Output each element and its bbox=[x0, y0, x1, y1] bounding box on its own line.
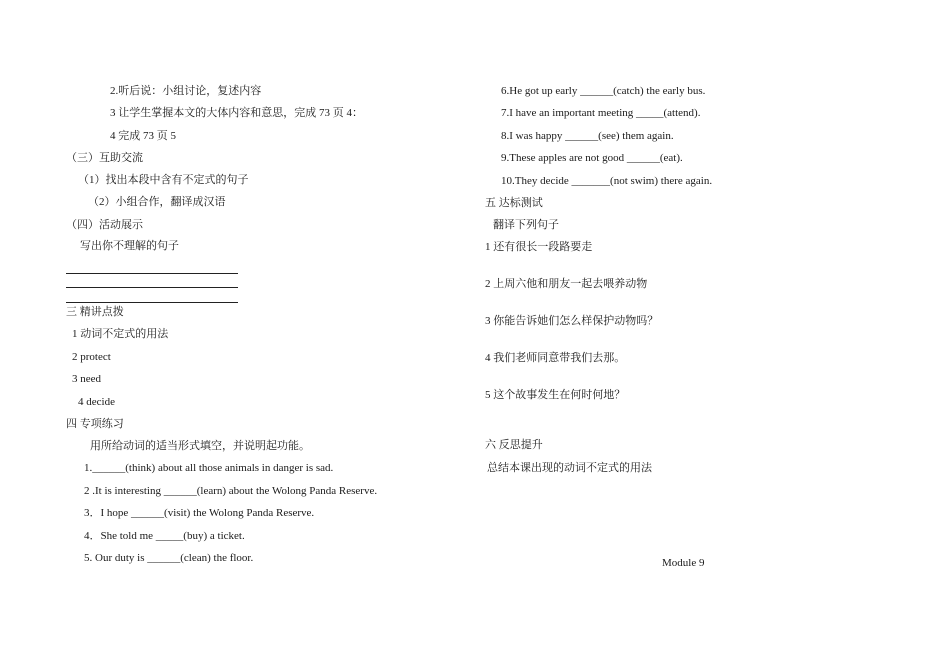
step-complete-page73: 4 完成 73 页 5 bbox=[110, 130, 176, 142]
exercise-item-3: 3．I hope ______(visit) the Wolong Panda Reserve. bbox=[84, 507, 315, 519]
exercise-item-9: 9.These apples are not good ______(eat). bbox=[501, 152, 683, 164]
task-translate: （2）小组合作，翻译成汉语 bbox=[88, 196, 226, 208]
exercise-item-7: 7.I have an important meeting _____(attend). bbox=[501, 107, 701, 119]
exercise-item-8: 8.I was happy ______(see) them again. bbox=[501, 130, 674, 142]
answer-line-3 bbox=[66, 302, 238, 303]
section-3-heading: （三）互助交流 bbox=[66, 152, 143, 164]
point-infinitive-usage: 1 动词不定式的用法 bbox=[72, 328, 169, 340]
exercise-item-10: 10.They decide _______(not swim) there again. bbox=[501, 175, 713, 187]
section-wu-heading: 五 达标测试 bbox=[485, 197, 543, 209]
point-protect: 2 protect bbox=[72, 351, 111, 363]
step-master-content: 3 让学生掌握本文的大体内容和意思，完成 73 页 4： bbox=[110, 107, 363, 119]
exercise-item-5: 5. Our duty is ______(clean) the floor. bbox=[84, 552, 254, 564]
exercise-item-6: 6.He got up early ______(catch) the early bus. bbox=[501, 85, 706, 97]
translate-instructions: 翻译下列句子 bbox=[493, 219, 559, 231]
exercise-item-2: 2 .It is interesting ______(learn) about the Wolong Panda Reserve. bbox=[84, 485, 378, 497]
translate-item-1: 1 还有很长一段路要走 bbox=[485, 241, 593, 253]
reflection-task: 总结本课出现的动词不定式的用法 bbox=[487, 462, 652, 474]
translate-item-2: 2 上周六他和朋友一起去喂养动物 bbox=[485, 278, 648, 290]
task-write-sentences: 写出你不理解的句子 bbox=[80, 240, 179, 252]
answer-line-2 bbox=[66, 287, 238, 288]
exercise-item-4: 4．She told me _____(buy) a ticket. bbox=[84, 530, 245, 542]
page-footer-module: Module 9 bbox=[662, 557, 705, 569]
translate-item-3: 3 你能告诉她们怎么样保护动物吗？ bbox=[485, 315, 659, 327]
translate-item-5: 5 这个故事发生在何时何地？ bbox=[485, 389, 626, 401]
section-liu-heading: 六 反思提升 bbox=[485, 439, 543, 451]
task-find-sentences: （1）找出本段中含有不定式的句子 bbox=[78, 174, 249, 186]
step-listen-speak: 2.听后说：小组讨论，复述内容 bbox=[110, 85, 262, 97]
translate-item-4: 4 我们老师同意带我们去那。 bbox=[485, 352, 626, 364]
point-need: 3 need bbox=[72, 373, 102, 385]
exercise-item-1: 1.______(think) about all those animals in danger is sad. bbox=[84, 462, 334, 474]
section-si-heading: 四 专项练习 bbox=[66, 418, 124, 430]
exercise-instructions: 用所给动词的适当形式填空，并说明起功能。 bbox=[90, 440, 310, 452]
section-4-heading: （四）活动展示 bbox=[66, 219, 143, 231]
section-san-heading: 三 精讲点拨 bbox=[66, 306, 124, 318]
point-decide: 4 decide bbox=[78, 396, 115, 408]
answer-line-1 bbox=[66, 273, 238, 274]
